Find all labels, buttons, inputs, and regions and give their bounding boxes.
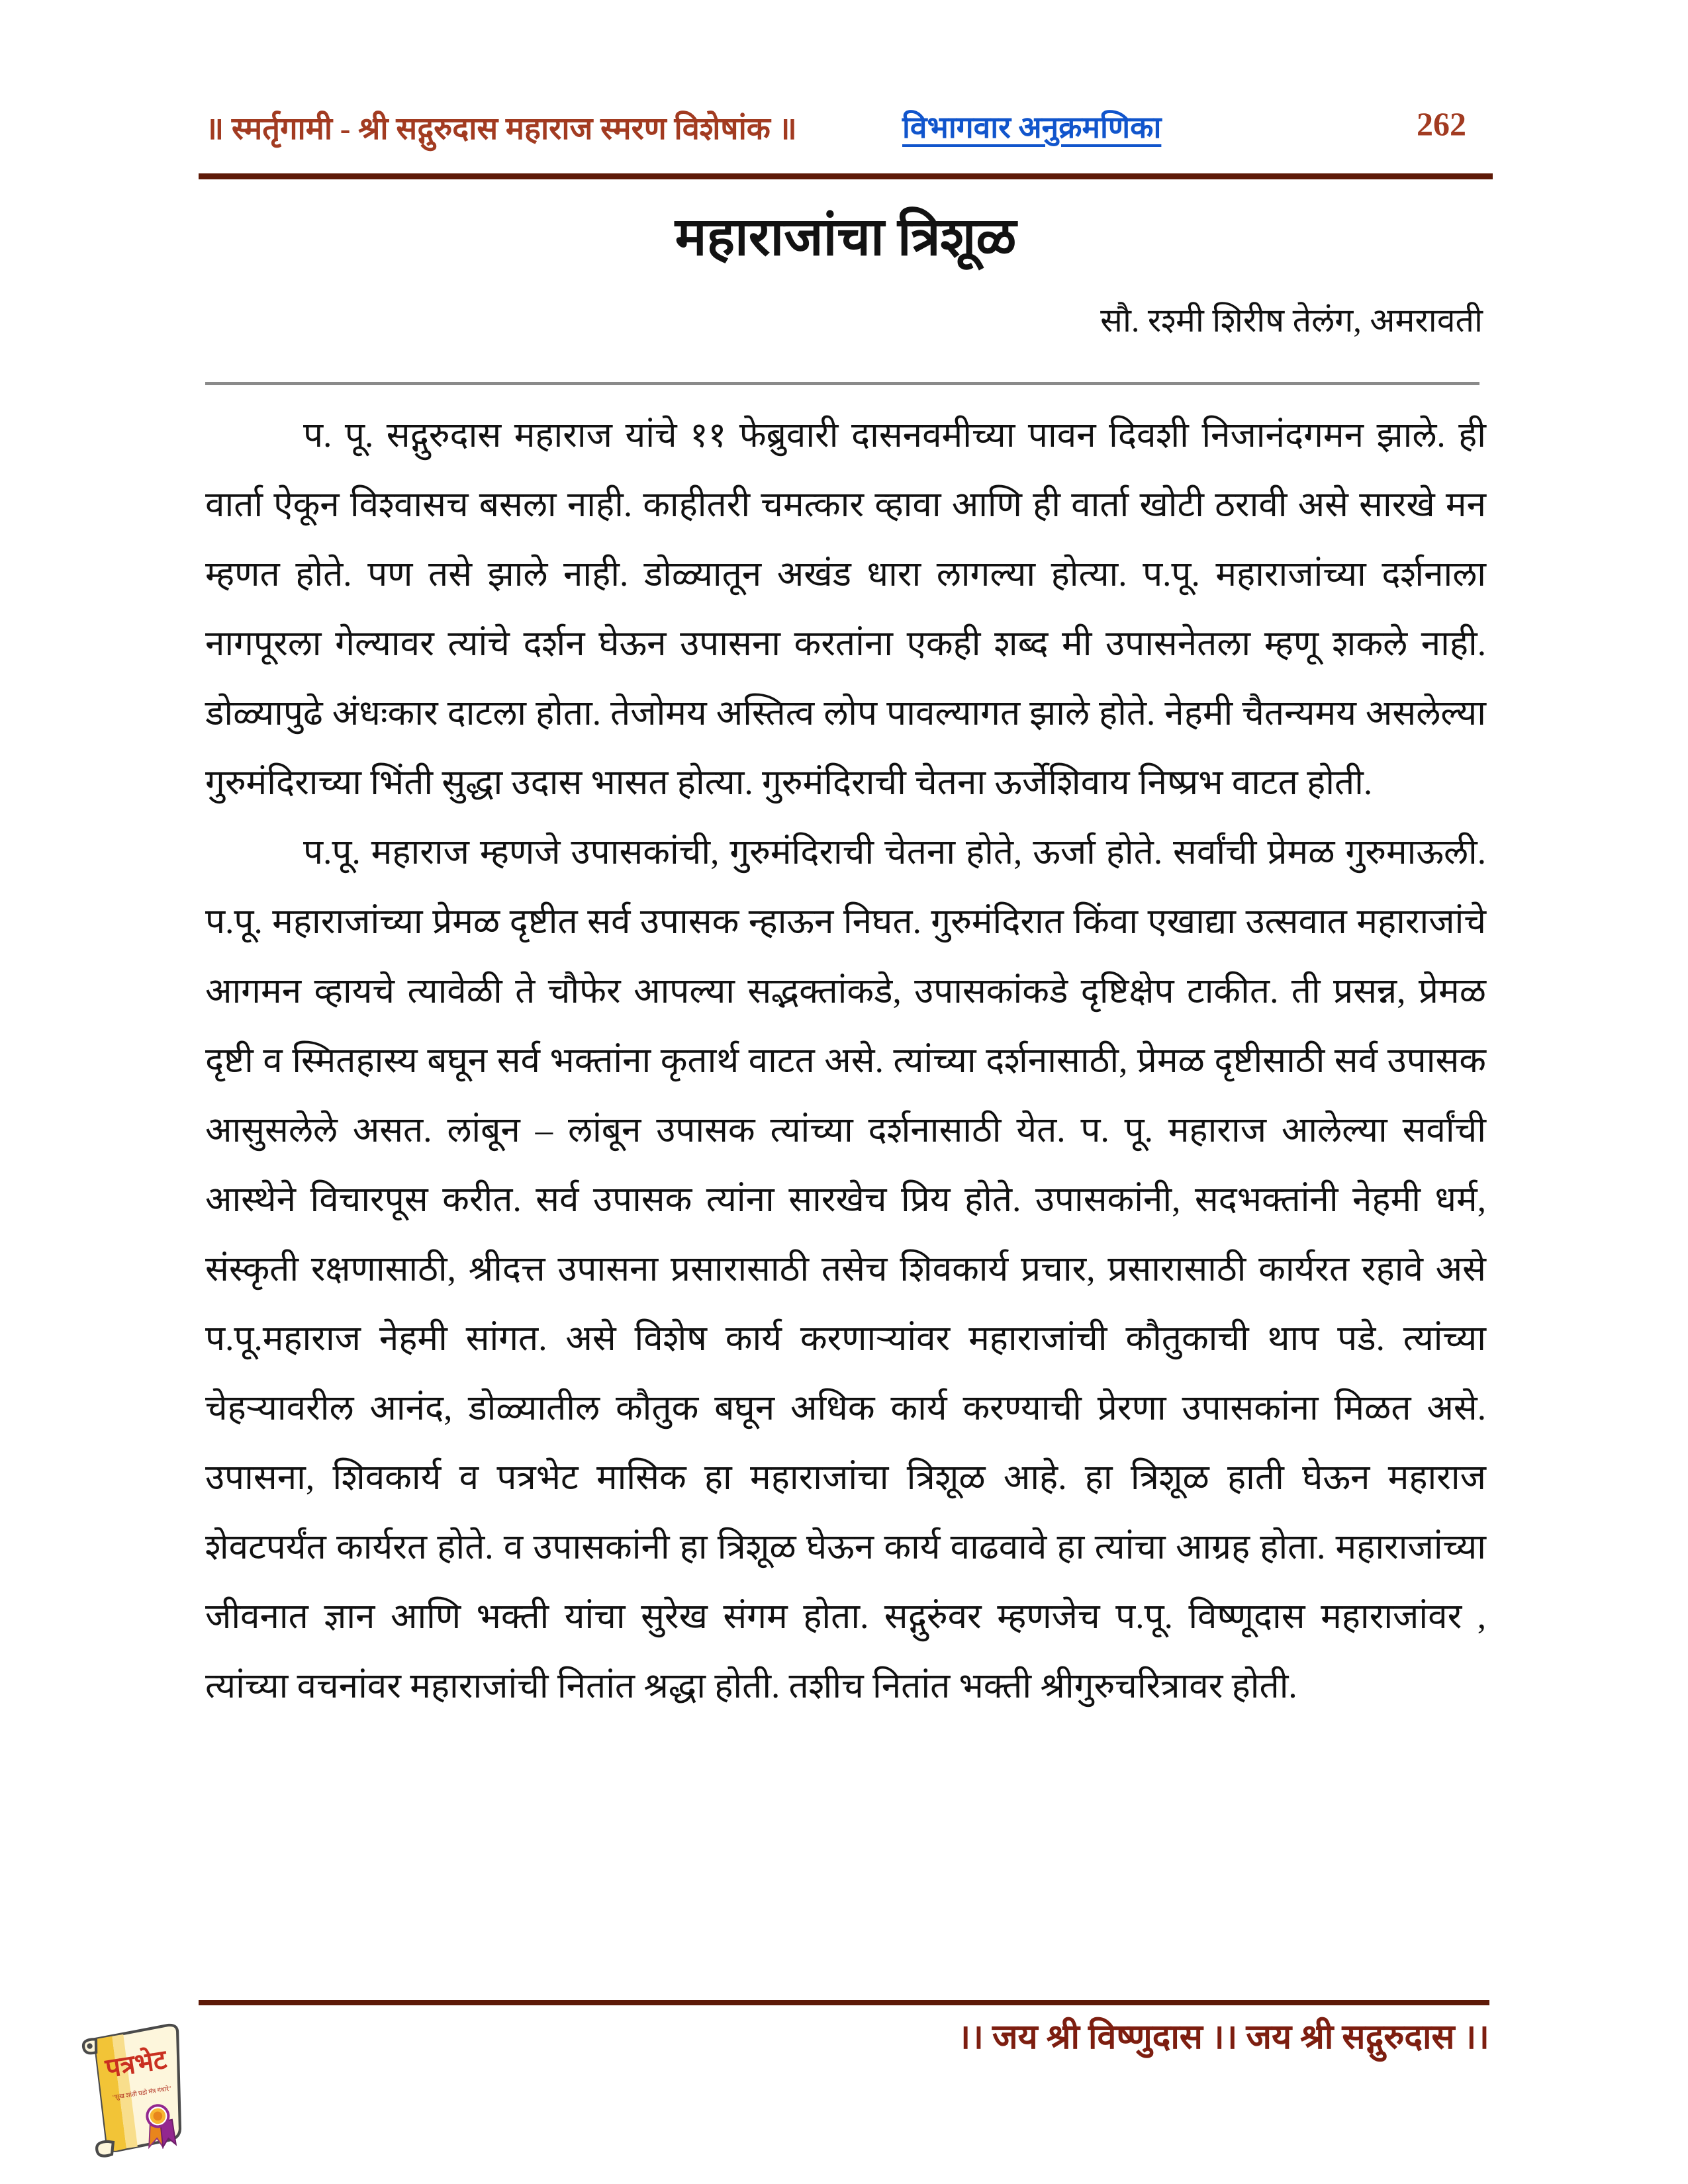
toc-link[interactable]: विभागवार अनुक्रमणिका	[902, 111, 1162, 144]
page-number: 262	[1417, 105, 1466, 142]
article-author: सौ. रश्मी शिरीष तेलंग, अमरावती	[1100, 302, 1483, 339]
logo-title: पत्रभेट	[103, 2044, 169, 2083]
paragraph: प.पू. महाराज म्हणजे उपासकांची, गुरुमंदिराची चेतना होते, ऊर्जा होते. सर्वांची प्रेमळ गुरुमाऊली. प.पू. महाराजांच्या प्रेमळ दृष्टीत सर्व उपासक न्हाऊन निघत. गुरुमंदिरात किंवा एखाद्या उत्सवात महाराजांचे आगमन व्हायचे त्यावेळी ते चौफेर आपल्या सद्भक्तांकडे, उपासकांकडे दृष्टिक्षेप टाकीत. ती प्रसन्न, प्रेमळ दृष्टी व स्मितहास्य बघून सर्व भक्तांना कृतार्थ वाटत असे. त्यांच्या दर्शनासाठी, प्रेमळ दृष्टीसाठी सर्व उपासक आसुसलेले असत. लांबून – लांबून उपासक त्यांच्या दर्शनासाठी येत. प. पू. महाराज आलेल्या सर्वांची आस्थेने विचारपूस करीत. सर्व उपासक त्यांना सारखेच प्रिय होते. उपासकांनी, सदभक्तांनी नेहमी धर्म, संस्कृती रक्षणासाठी, श्रीदत्त उपासना प्रसारासाठी तसेच शिवकार्य प्रचार, प्रसारासाठी कार्यरत रहावे असे प.पू.महाराज नेहमी सांगत. असे विशेष कार्य करणाऱ्यांवर महाराजांची कौतुकाची थाप पडे. त्यांच्या चेहऱ्यावरील आनंद, डोळ्यातील कौतुक बघून अधिक कार्य करण्याची प्रेरणा उपासकांना मिळत असे. उपासना, शिवकार्य व पत्रभेट मासिक हा महाराजांचा त्रिशूळ आहे. हा त्रिशूळ हाती घेऊन महाराज शेवटपर्यंत कार्यरत होते. व उपासकांनी हा त्रिशूळ घेऊन कार्य वाढवावे हा त्यांचा आग्रह होता. महाराजांच्या जीवनात ज्ञान आणि भक्ती यांचा सुरेख संगम होता. सद्गुरुंवर म्हणजेच प.पू. विष्णूदास महाराजांवर , त्यांच्या वचनांवर महाराजांची नितांत श्रद्धा होती. तशीच नितांत भक्ती श्रीगुरुचरित्रावर होती.	[205, 833, 1486, 1706]
paragraph: प. पू. सद्गुरुदास महाराज यांचे ११ फेब्रुवारी दासनवमीच्या पावन दिवशी निजानंदगमन झाले. ही वार्ता ऐकून विश्वासच बसला नाही. काहीतरी चमत्कार व्हावा आणि ही वार्ता खोटी ठरावी असे सारखे मन म्हणत होते. पण तसे झाले नाही. डोळ्यातून अखंड धारा लागल्या होत्या. प.पू. महाराजांच्या दर्शनाला नागपूरला गेल्यावर त्यांचे दर्शन घेऊन उपासना करतांना एकही शब्द मी उपासनेतला म्हणू शकले नाही. डोळ्यापुढे अंधःकार दाटला होता. तेजोमय अस्तित्व लोप पावल्यागत झाले होते. नेहमी चैतन्यमय असलेल्या गुरुमंदिराच्या भिंती सुद्धा उदास भासत होत्या. गुरुमंदिराची चेतना ऊर्जेशिवाय निष्प्रभ वाटत होती.	[205, 416, 1486, 802]
header-divider	[199, 173, 1493, 179]
logo-tagline: "सुख शांती घडो मंत्र गंधारे"	[112, 2085, 172, 2102]
header-title: ॥ स्मर्तृगामी - श्री सद्गुरुदास महाराज स्मरण विशेषांक ॥	[205, 112, 797, 146]
article-title: महाराजांचा त्रिशूळ	[675, 208, 1017, 267]
footer-slogan: ।। जय श्री विष्णुदास ।। जय श्री सद्गुरुदास ।।	[957, 2019, 1489, 2056]
footer-divider	[199, 2000, 1489, 2005]
author-divider	[205, 382, 1479, 385]
patrabhet-logo	[74, 2016, 200, 2180]
article-body	[205, 401, 1486, 1721]
